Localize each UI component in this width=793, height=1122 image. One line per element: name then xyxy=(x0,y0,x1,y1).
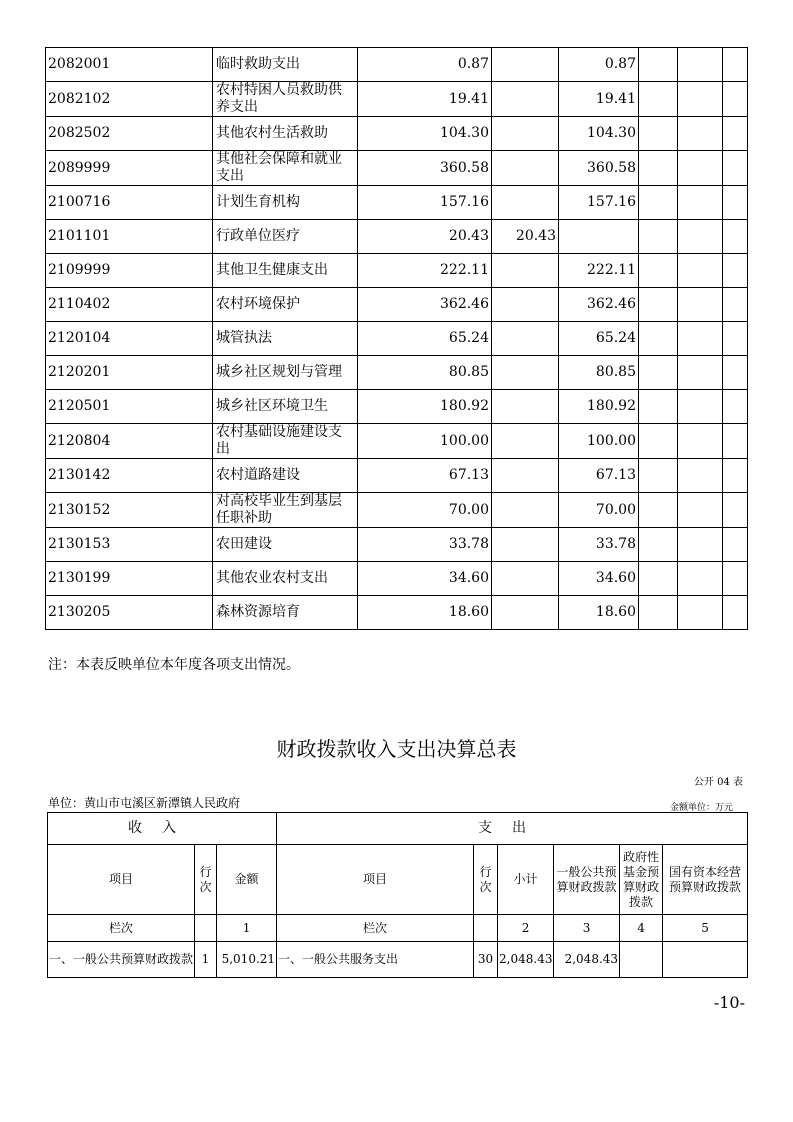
basic-cell xyxy=(492,151,559,186)
header-item: 项目 xyxy=(48,845,195,915)
code-cell: 2120804 xyxy=(46,424,213,459)
empty-cell xyxy=(678,220,723,254)
empty-cell xyxy=(678,459,723,493)
project-cell: 222.11 xyxy=(559,254,639,288)
table-row xyxy=(46,390,748,424)
empty-cell xyxy=(639,151,678,186)
project-cell xyxy=(559,220,639,254)
code-cell: 2130153 xyxy=(46,528,213,562)
column-1: 1 xyxy=(217,915,277,942)
name-cell: 其他农村生活救助 xyxy=(213,117,358,151)
basic-cell xyxy=(492,186,559,220)
table-row xyxy=(46,254,748,288)
basic-cell xyxy=(492,82,559,117)
table-row xyxy=(46,220,748,254)
empty-cell xyxy=(639,288,678,322)
code-cell: 2120501 xyxy=(46,390,213,424)
empty-cell xyxy=(723,459,748,493)
code-cell: 2130205 xyxy=(46,596,213,630)
code-cell: 2120201 xyxy=(46,356,213,390)
table-row xyxy=(46,596,748,630)
column-label2: 栏次 xyxy=(277,915,474,942)
project-cell: 34.60 xyxy=(559,562,639,596)
name-cell: 临时救助支出 xyxy=(213,48,358,82)
total-cell: 67.13 xyxy=(358,459,492,493)
code-cell: 2082001 xyxy=(46,48,213,82)
total-cell: 100.00 xyxy=(358,424,492,459)
form-number: 公开 04 表 xyxy=(693,777,743,788)
project-cell: 70.00 xyxy=(559,493,639,528)
column-5: 5 xyxy=(663,915,748,942)
income-header: 收入 xyxy=(48,813,277,845)
header-row-no2: 行次 xyxy=(474,845,498,915)
basic-cell xyxy=(492,117,559,151)
empty-cell xyxy=(723,151,748,186)
table-row xyxy=(46,117,748,151)
basic-cell xyxy=(492,528,559,562)
income-line: 1 xyxy=(195,942,217,978)
empty-cell xyxy=(678,493,723,528)
empty-cell xyxy=(639,459,678,493)
expense-subtotal: 2,048.43 xyxy=(498,942,554,978)
basic-cell xyxy=(492,459,559,493)
table-row xyxy=(46,356,748,390)
name-cell: 其他社会保障和就业支出 xyxy=(213,151,358,186)
project-cell: 362.46 xyxy=(559,288,639,322)
empty-cell xyxy=(678,322,723,356)
expense-general-budget: 2,048.43 xyxy=(554,942,620,978)
table-row xyxy=(46,562,748,596)
column-label: 栏次 xyxy=(48,915,195,942)
total-cell: 157.16 xyxy=(358,186,492,220)
total-cell: 19.41 xyxy=(358,82,492,117)
empty-cell xyxy=(639,596,678,630)
basic-cell xyxy=(492,424,559,459)
header-item2: 项目 xyxy=(277,845,474,915)
empty-cell xyxy=(639,82,678,117)
code-cell: 2110402 xyxy=(46,288,213,322)
column-4: 4 xyxy=(620,915,663,942)
empty-cell xyxy=(723,322,748,356)
project-cell: 104.30 xyxy=(559,117,639,151)
empty-cell xyxy=(639,117,678,151)
table-row xyxy=(46,82,748,117)
header-row-no: 行次 xyxy=(195,845,217,915)
name-cell: 城管执法 xyxy=(213,322,358,356)
total-cell: 80.85 xyxy=(358,356,492,390)
empty-cell xyxy=(723,82,748,117)
empty-cell xyxy=(723,356,748,390)
empty-cell xyxy=(678,528,723,562)
empty-cell xyxy=(678,424,723,459)
page-number: -10- xyxy=(713,993,745,1012)
code-cell: 2120104 xyxy=(46,322,213,356)
empty-cell xyxy=(723,288,748,322)
total-cell: 104.30 xyxy=(358,117,492,151)
expense-header: 支出 xyxy=(277,813,748,845)
basic-cell xyxy=(492,254,559,288)
table-row xyxy=(46,48,748,82)
project-cell: 157.16 xyxy=(559,186,639,220)
table-note: 注：本表反映单位本年度各项支出情况。 xyxy=(48,657,300,673)
name-cell: 农村基础设施建设支出 xyxy=(213,424,358,459)
basic-cell xyxy=(492,562,559,596)
income-item: 一、一般公共预算财政拨款 xyxy=(48,942,195,978)
name-cell: 农村特困人员救助供养支出 xyxy=(213,82,358,117)
column-3: 3 xyxy=(554,915,620,942)
empty-cell xyxy=(678,151,723,186)
table-row xyxy=(46,151,748,186)
code-cell: 2082102 xyxy=(46,82,213,117)
empty-cell xyxy=(678,82,723,117)
empty-cell xyxy=(723,424,748,459)
project-cell: 19.41 xyxy=(559,82,639,117)
empty-cell xyxy=(678,117,723,151)
empty-cell xyxy=(639,562,678,596)
name-cell: 农村环境保护 xyxy=(213,288,358,322)
empty-cell xyxy=(723,186,748,220)
code-cell: 2130142 xyxy=(46,459,213,493)
total-cell: 70.00 xyxy=(358,493,492,528)
empty-cell xyxy=(639,254,678,288)
column-empty xyxy=(195,915,217,942)
table-row xyxy=(46,493,748,528)
total-cell: 0.87 xyxy=(358,48,492,82)
empty-cell xyxy=(723,48,748,82)
header-amount: 金额 xyxy=(217,845,277,915)
empty-cell xyxy=(639,356,678,390)
project-cell: 65.24 xyxy=(559,322,639,356)
code-cell: 2109999 xyxy=(46,254,213,288)
empty-cell xyxy=(678,390,723,424)
name-cell: 农田建设 xyxy=(213,528,358,562)
basic-cell xyxy=(492,356,559,390)
empty-cell xyxy=(639,493,678,528)
code-cell: 2101101 xyxy=(46,220,213,254)
empty-cell xyxy=(723,562,748,596)
empty-cell xyxy=(678,356,723,390)
basic-cell: 20.43 xyxy=(492,220,559,254)
empty-cell xyxy=(678,596,723,630)
income-amount: 5,010.21 xyxy=(217,942,277,978)
header-subtotal: 小计 xyxy=(498,845,554,915)
project-cell: 180.92 xyxy=(559,390,639,424)
table-row xyxy=(46,186,748,220)
empty-cell xyxy=(639,322,678,356)
basic-cell xyxy=(492,493,559,528)
empty-cell xyxy=(639,424,678,459)
empty-cell xyxy=(723,596,748,630)
name-cell: 森林资源培育 xyxy=(213,596,358,630)
header-general-budget: 一般公共预算财政拨款 xyxy=(554,845,620,915)
table-row xyxy=(46,459,748,493)
total-cell: 34.60 xyxy=(358,562,492,596)
basic-cell xyxy=(492,596,559,630)
basic-cell xyxy=(492,288,559,322)
project-cell: 33.78 xyxy=(559,528,639,562)
code-cell: 2082502 xyxy=(46,117,213,151)
header-gov-fund: 政府性基金预算财政拨款 xyxy=(620,845,663,915)
total-cell: 360.58 xyxy=(358,151,492,186)
code-cell: 2130199 xyxy=(46,562,213,596)
name-cell: 城乡社区规划与管理 xyxy=(213,356,358,390)
column-2: 2 xyxy=(498,915,554,942)
empty-cell xyxy=(639,220,678,254)
total-cell: 33.78 xyxy=(358,528,492,562)
expense-state-capital xyxy=(663,942,748,978)
empty-cell xyxy=(723,117,748,151)
expense-item: 一、一般公共服务支出 xyxy=(277,942,474,978)
basic-cell xyxy=(492,322,559,356)
basic-cell xyxy=(492,48,559,82)
empty-cell xyxy=(723,493,748,528)
summary-table xyxy=(47,812,748,978)
name-cell: 其他卫生健康支出 xyxy=(213,254,358,288)
total-cell: 18.60 xyxy=(358,596,492,630)
empty-cell xyxy=(639,48,678,82)
page-title: 财政拨款收入支出决算总表 xyxy=(276,737,517,761)
project-cell: 360.58 xyxy=(559,151,639,186)
empty-cell xyxy=(723,254,748,288)
total-cell: 65.24 xyxy=(358,322,492,356)
code-cell: 2089999 xyxy=(46,151,213,186)
empty-cell xyxy=(678,48,723,82)
empty-cell xyxy=(678,562,723,596)
empty-cell xyxy=(723,528,748,562)
name-cell: 农村道路建设 xyxy=(213,459,358,493)
empty-cell xyxy=(723,220,748,254)
table-row xyxy=(46,528,748,562)
project-cell: 80.85 xyxy=(559,356,639,390)
table-row xyxy=(46,424,748,459)
expense-line: 30 xyxy=(474,942,498,978)
total-cell: 222.11 xyxy=(358,254,492,288)
expenditure-detail-table xyxy=(45,47,748,630)
name-cell: 其他农业农村支出 xyxy=(213,562,358,596)
empty-cell xyxy=(678,254,723,288)
empty-cell xyxy=(723,390,748,424)
name-cell: 对高校毕业生到基层任职补助 xyxy=(213,493,358,528)
total-cell: 362.46 xyxy=(358,288,492,322)
column-empty2 xyxy=(474,915,498,942)
name-cell: 城乡社区环境卫生 xyxy=(213,390,358,424)
empty-cell xyxy=(639,186,678,220)
code-cell: 2100716 xyxy=(46,186,213,220)
basic-cell xyxy=(492,390,559,424)
total-cell: 180.92 xyxy=(358,390,492,424)
empty-cell xyxy=(639,390,678,424)
empty-cell xyxy=(678,186,723,220)
table-row xyxy=(46,288,748,322)
code-cell: 2130152 xyxy=(46,493,213,528)
empty-cell xyxy=(678,288,723,322)
money-unit-label: 金额单位：万元 xyxy=(669,803,733,813)
project-cell: 18.60 xyxy=(559,596,639,630)
header-state-capital: 国有资本经营预算财政拨款 xyxy=(663,845,748,915)
expense-gov-fund xyxy=(620,942,663,978)
project-cell: 67.13 xyxy=(559,459,639,493)
total-cell: 20.43 xyxy=(358,220,492,254)
empty-cell xyxy=(639,528,678,562)
project-cell: 0.87 xyxy=(559,48,639,82)
name-cell: 计划生育机构 xyxy=(213,186,358,220)
project-cell: 100.00 xyxy=(559,424,639,459)
table-row xyxy=(46,322,748,356)
name-cell: 行政单位医疗 xyxy=(213,220,358,254)
unit-label: 单位：黄山市屯溪区新潭镇人民政府 xyxy=(48,796,241,810)
